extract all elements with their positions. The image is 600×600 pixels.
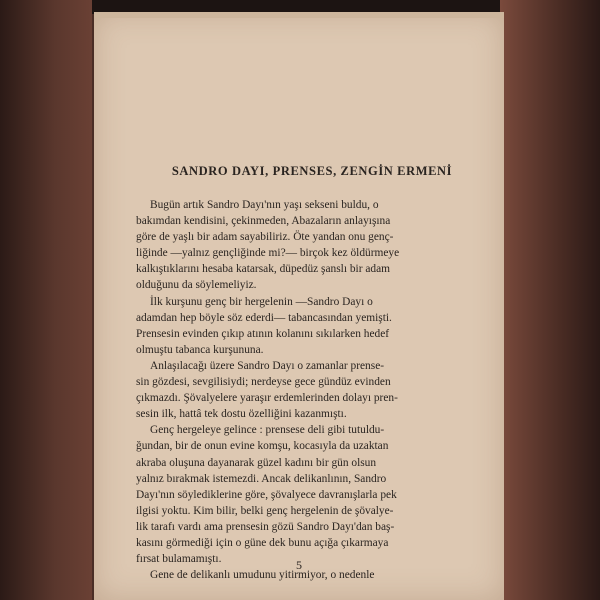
paragraph (136, 197, 488, 294)
text-line: İlk kurşunu genç bir hergelenin —Sandro Dayı o (150, 295, 373, 308)
text-line: liğinde —yalnız gençliğinde mi?— birçok kez öldürmeye (136, 247, 400, 260)
text-line: olmuştu tabanca kurşununa. (136, 343, 264, 356)
chapter-title: SANDRO DAYI, PRENSES, ZENGİN ERMENİ (171, 164, 453, 178)
book-left-edge (0, 0, 92, 600)
text-line: Dayı'nın söylediklerine göre, şövalyece davranışlarla pek (136, 488, 397, 501)
text-line: ilgisi yoktu. Kim bilir, belki genç hergelenin de şövalye- (136, 504, 394, 517)
book-page (94, 12, 504, 600)
paragraph (136, 358, 488, 422)
page-content (136, 164, 488, 583)
text-line: Genç hergeleye gelince : prensese deli gibi tutuldu- (150, 424, 385, 437)
text-line: lik tarafı vardı ama prensesin gözü Sandro Dayı'dan baş- (136, 520, 395, 533)
text-line: Bugün artık Sandro Dayı'nın yaşı sekseni buldu, o (150, 199, 379, 211)
text-line: sin gözdesi, sevgilisiydi; nerdeyse gece gündüz evinden (136, 376, 391, 389)
text-line: yalnız bırakmak istemezdi. Ancak delikanlının, Sandro (136, 472, 387, 485)
text-line: kasını görmediği için o güne dek bunu açığa çıkarmaya (136, 536, 389, 549)
text-line: adamdan hep böyle söz ederdi— tabancasından yemişti. (136, 311, 392, 324)
page-number: 5 (296, 558, 302, 572)
text-line: fırsat bulamamıştı. (136, 553, 222, 566)
text-line: sesin ilk, hattâ tek dostu özelliğini kazanmıştı. (136, 408, 347, 421)
text-line: bakımdan kendisini, çekinmeden, Abazaların anlayışına (136, 215, 391, 228)
text-line: ğundan, bir de onun evine komşu, kocasıyla da uzaktan (136, 440, 389, 453)
book-right-edge (500, 0, 600, 600)
paragraph (136, 422, 488, 567)
paragraph (136, 294, 488, 358)
text-line: Anlaşılacağı üzere Sandro Dayı o zamanlar prense- (150, 359, 385, 372)
text-line: kalkıştıklarını hesaba katarsak, düpedüz şanslı bir adam (136, 263, 390, 276)
text-line: akraba oluşuna dayanarak güzel kadını bir gün olsun (136, 456, 377, 469)
text-line: çıkmazdı. Şövalyelere yaraşır erdemlerinden dolayı pren- (136, 392, 398, 405)
text-line: Prensesin evinden çıkıp atının kolanını sıkılarken hedef (136, 327, 390, 340)
text-line: Gene de delikanlı umudunu yitirmiyor, o nedenle (150, 569, 375, 582)
text-line: olduğunu da söylemeliyiz. (136, 279, 257, 292)
text-line: göre de yaşlı bir adam sayabiliriz. Öte yandan onu genç- (136, 231, 394, 244)
